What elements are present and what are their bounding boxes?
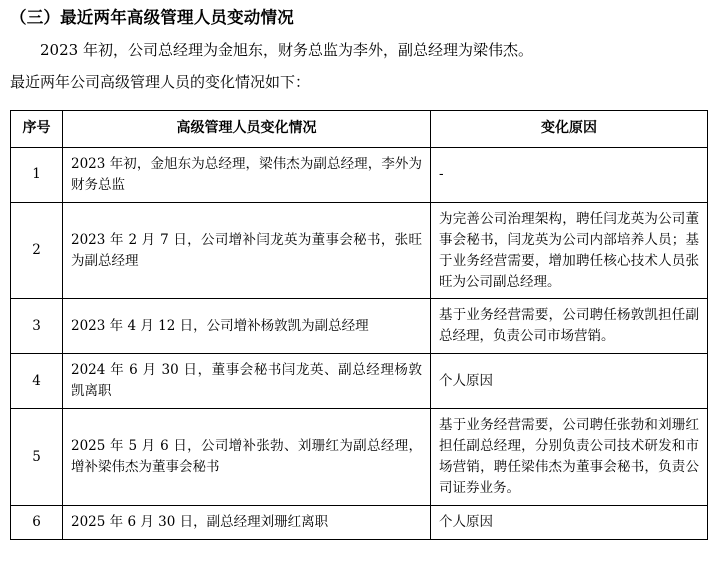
cell-change: 2023 年 2 月 7 日，公司增补闫龙英为董事会秘书，张旺为副总经理 (63, 202, 431, 299)
column-header-reason: 变化原因 (431, 111, 708, 148)
cell-reason: 个人原因 (431, 354, 708, 409)
cell-reason: 为完善公司治理架构，聘任闫龙英为公司董事会秘书，闫龙英为公司内部培养人员；基于业务经营需要，增加聘任核心技术人员张旺为公司副总经理。 (431, 202, 708, 299)
section-heading: （三）最近两年高级管理人员变动情况 (10, 8, 294, 27)
table-row (11, 505, 708, 539)
cell-index: 5 (11, 409, 63, 506)
cell-index: 1 (11, 147, 63, 202)
column-header-index: 序号 (11, 111, 63, 148)
paragraph-lead-in: 最近两年公司高级管理人员的变化情况如下： (10, 72, 311, 91)
cell-index: 4 (11, 354, 63, 409)
cell-index: 3 (11, 299, 63, 354)
cell-reason: 基于业务经营需要，公司聘任杨敦凯担任副总经理，负责公司市场营销。 (431, 299, 708, 354)
cell-reason: 个人原因 (431, 505, 708, 539)
cell-reason: - (431, 147, 708, 202)
cell-change: 2025 年 6 月 30 日，副总经理刘珊红离职 (63, 505, 431, 539)
cell-index: 6 (11, 505, 63, 539)
cell-change: 2024 年 6 月 30 日，董事会秘书闫龙英、副总经理杨敦凯离职 (63, 354, 431, 409)
table-row (11, 409, 708, 506)
table-header-row (11, 111, 708, 148)
paragraph-intro: 2023 年初，公司总经理为金旭东，财务总监为李外，副总经理为梁伟杰。 (40, 40, 533, 59)
table-row (11, 147, 708, 202)
column-header-change: 高级管理人员变化情况 (63, 111, 431, 148)
table-row (11, 354, 708, 409)
table-row (11, 299, 708, 354)
cell-index: 2 (11, 202, 63, 299)
cell-change: 2023 年 4 月 12 日，公司增补杨敦凯为副总经理 (63, 299, 431, 354)
table-row (11, 202, 708, 299)
management-changes-table (10, 110, 708, 540)
cell-change: 2023 年初，金旭东为总经理，梁伟杰为副总经理，李外为财务总监 (63, 147, 431, 202)
cell-reason: 基于业务经营需要，公司聘任张勃和刘珊红担任副总经理，分别负责公司技术研发和市场营销，聘任梁伟杰为董事会秘书，负责公司证券业务。 (431, 409, 708, 506)
cell-change: 2025 年 5 月 6 日，公司增补张勃、刘珊红为副总经理，增补梁伟杰为董事会秘书 (63, 409, 431, 506)
